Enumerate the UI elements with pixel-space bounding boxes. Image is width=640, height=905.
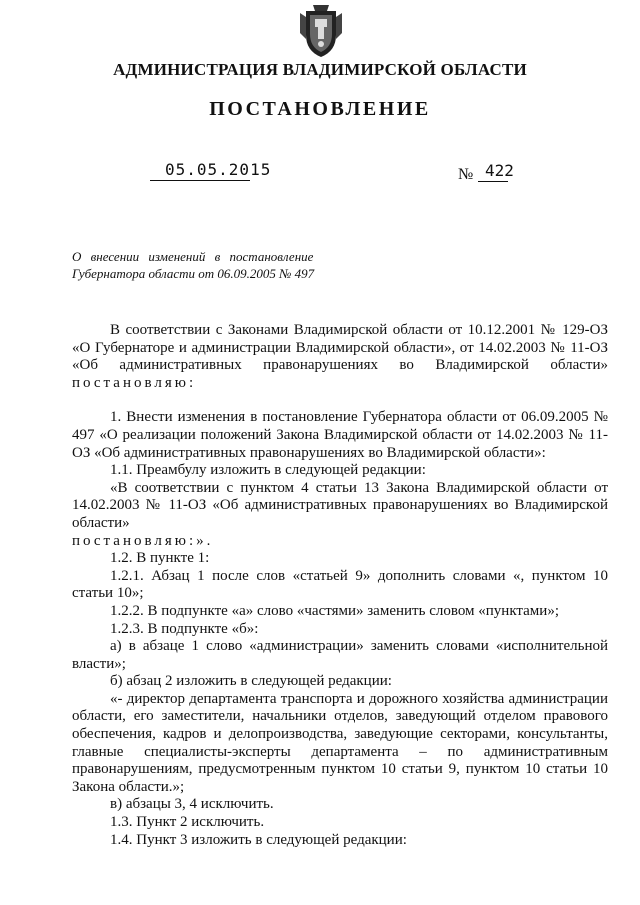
document-date: 05.05.2015 (165, 160, 272, 179)
preamble-resolve: постановляю: (72, 374, 197, 391)
organization-name: АДМИНИСТРАЦИЯ ВЛАДИМИРСКОЙ ОБЛАСТИ (113, 60, 527, 79)
subject-line-1: О внесении изменений в постановление (72, 249, 314, 264)
subpoint-b: б) абзац 2 изложить в следующей редакции: (110, 673, 392, 690)
paragraph-1-3: 1.3. Пункт 2 исключить. (110, 814, 265, 831)
paragraph-1-2-2: 1.2.2. В подпункте «а» слово «частями» заменить словом «пунктами»; (110, 602, 559, 619)
number-sign: № (458, 166, 474, 183)
paragraph-1-2-1: 1.2.1. Абзац 1 после слов «статьей 9» дополнить словами «, пунктом 10 статьи 10»; (72, 567, 608, 602)
document-type: ПОСТАНОВЛЕНИЕ (209, 98, 431, 120)
paragraph-1-1-text: «В соответствии с пунктом 4 статьи 13 Закона Владимирской области от 14.02.2003 № 11-ОЗ «Об административных правонарушениях во Владимирской области» (72, 479, 608, 531)
paragraph-1-1: 1.1. Преамбулу изложить в следующей редакции: (110, 462, 426, 479)
preamble-text: В соответствии с Законами Владимирской области от 10.12.2001 № 129-ОЗ «О Губернаторе и администрации Владимирской области», от 14.02.2003 № 11-ОЗ «Об административных правонарушениях во Владимирской области» (72, 322, 608, 374)
paragraph-1-1-resolve: постановляю:». (72, 532, 214, 549)
subpoint-a: а) в абзаце 1 слово «администрации» заменить словами «исполнительной власти»; (72, 638, 608, 672)
quoted-paragraph: «- директор департамента транспорта и дорожного хозяйства администрации области, его заместители, начальники отделов, заведующий отделом правового обеспечения, кадров и делопроизводства, заведующие секторами, консультанты, главные специалисты-эксперты департамента – по административным правонарушениям, предусмотренным пунктом 10 статьи 9, пунктом 10 статьи 10 Закона области.»; (72, 690, 608, 795)
coat-of-arms-icon (298, 5, 344, 59)
paragraph-1: 1. Внести изменения в постановление Губернатора области от 06.09.2005 № 497 «О реализации положений Закона Владимирской области от 14.02.2003 № 11-ОЗ «Об административных правонарушениях во Владимирской области»: (72, 409, 608, 461)
document-body (72, 322, 608, 849)
paragraph-1-4: 1.4. Пункт 3 изложить в следующей редакции: (110, 831, 407, 848)
document-number: 422 (485, 161, 514, 180)
subject-line-2: Губернатора области от 06.09.2005 № 497 (72, 266, 315, 281)
paragraph-1-2: 1.2. В пункте 1: (110, 550, 210, 567)
date-underline (150, 180, 250, 181)
subpoint-v: в) абзацы 3, 4 исключить. (110, 796, 274, 813)
paragraph-1-2-3: 1.2.3. В подпункте «б»: (110, 620, 259, 637)
number-underline (478, 181, 508, 182)
document-subject (72, 248, 372, 282)
